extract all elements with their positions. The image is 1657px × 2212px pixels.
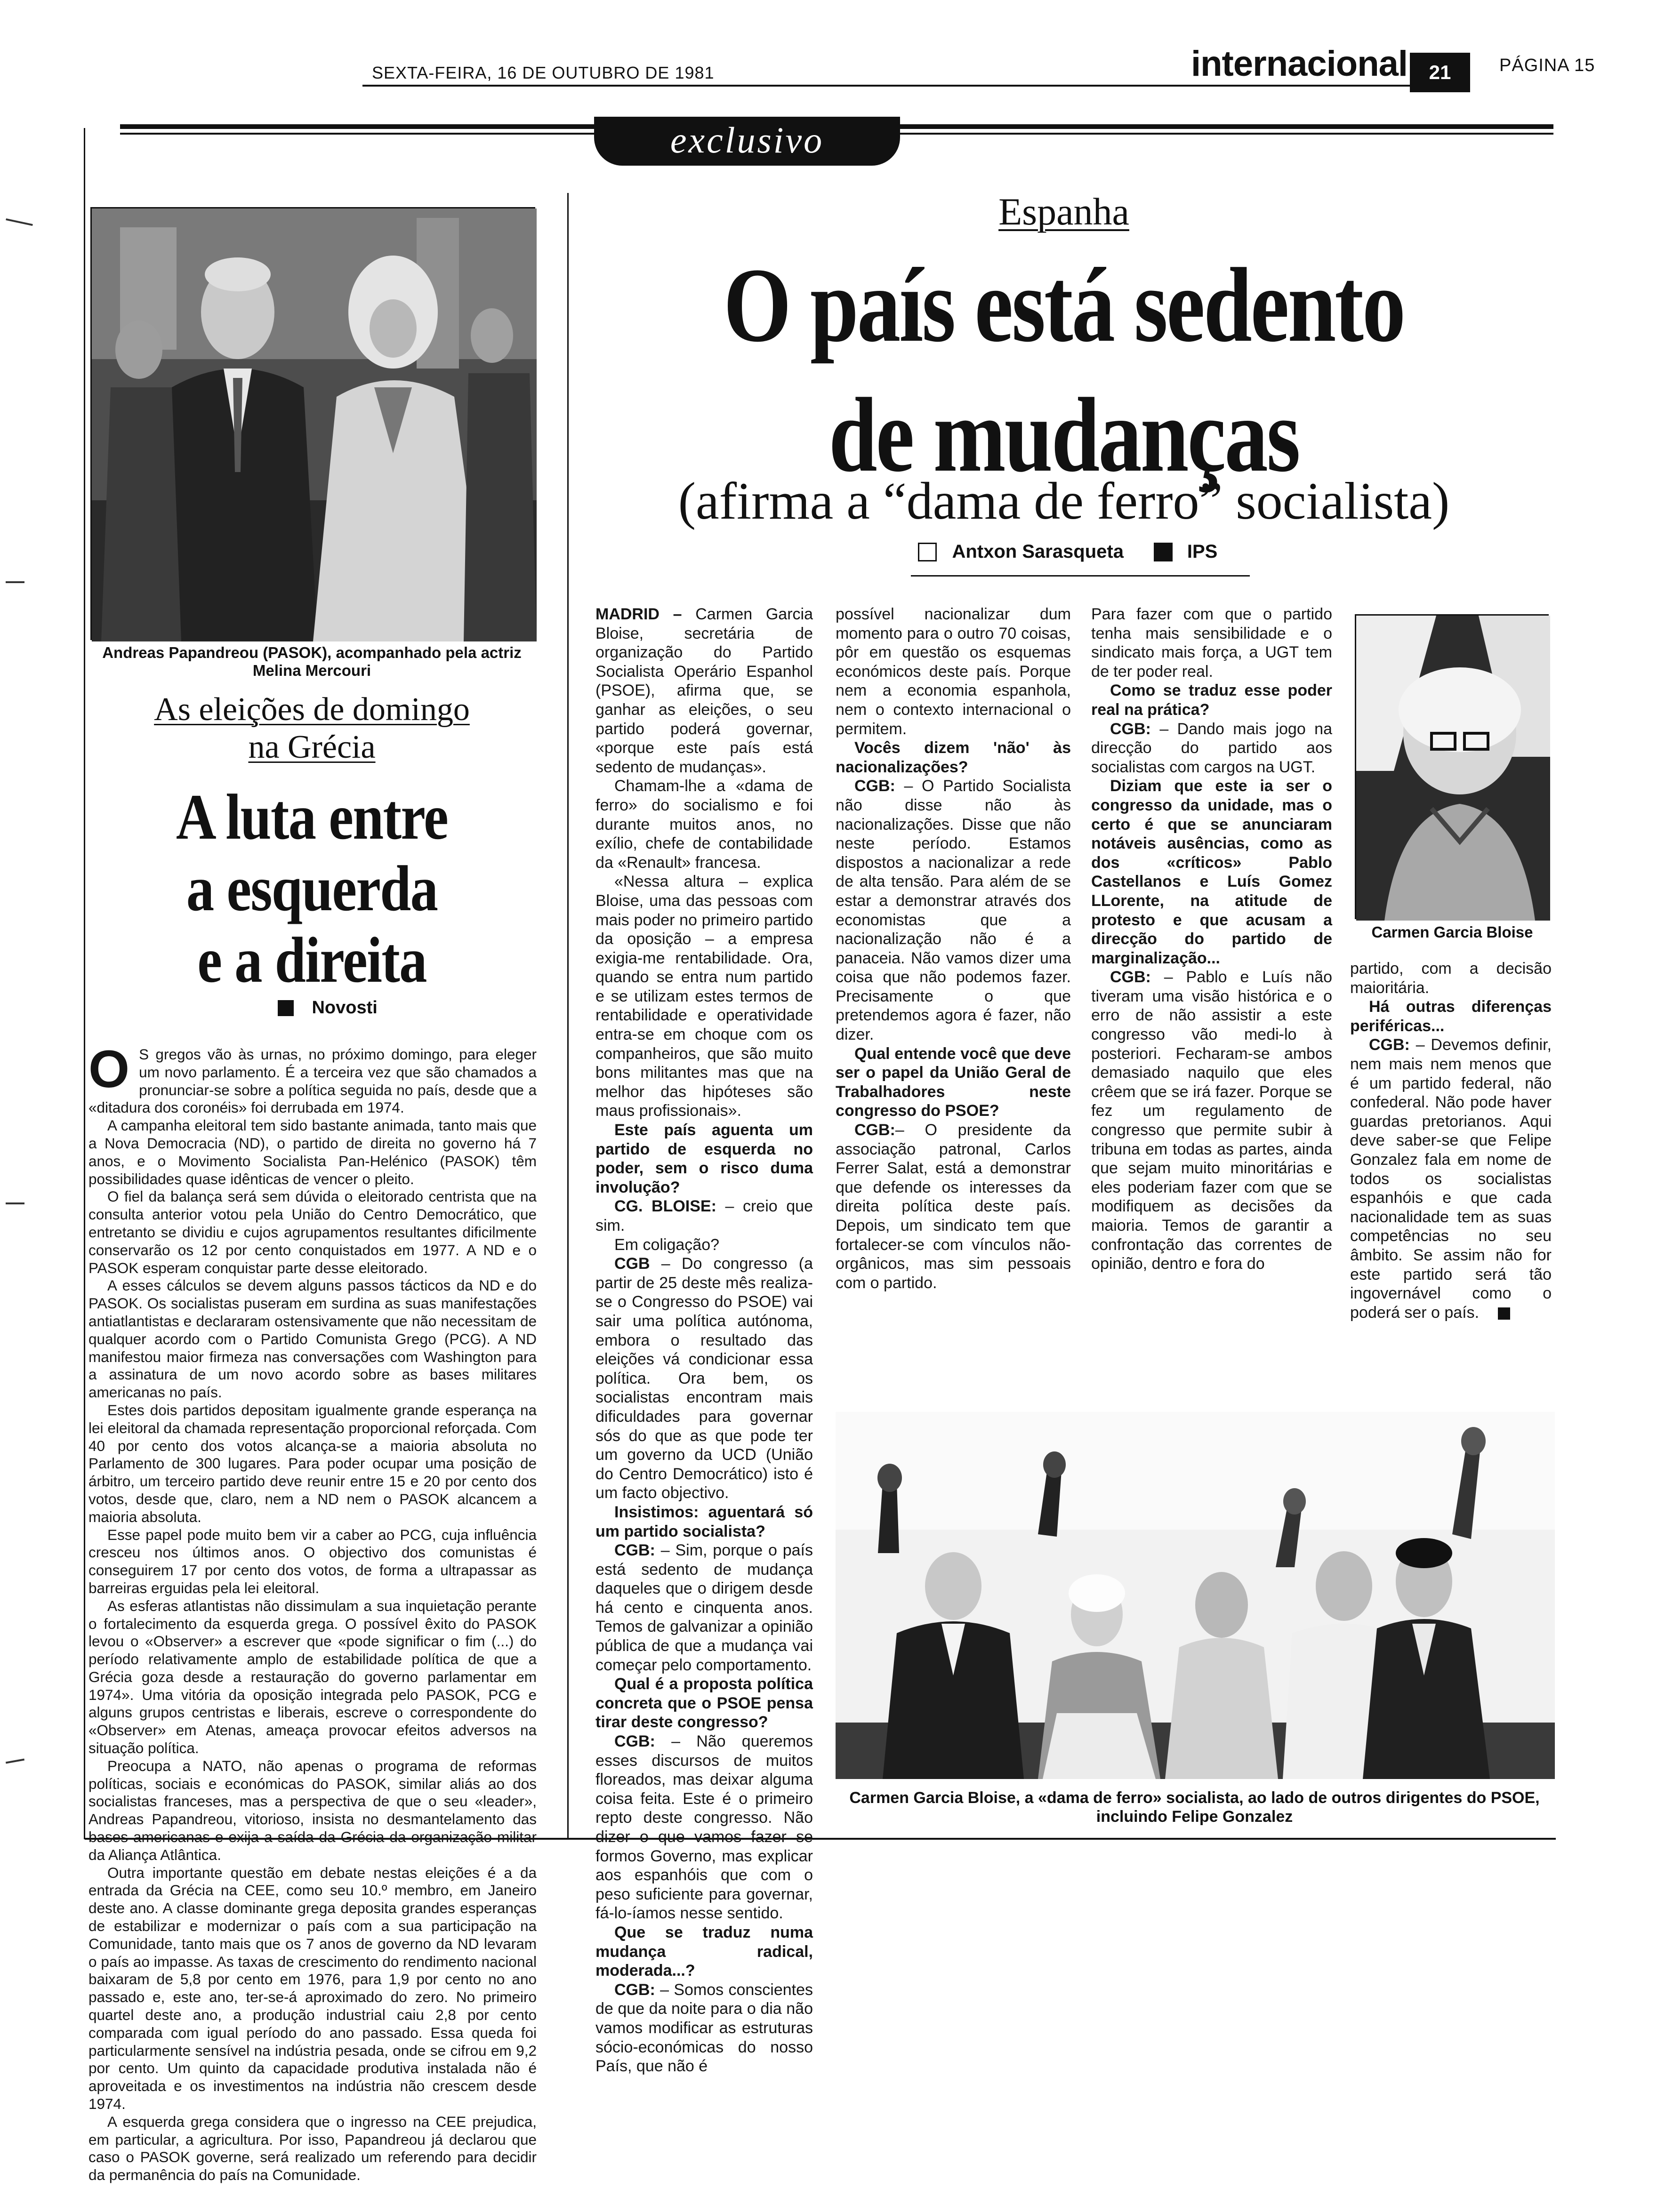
speaker-label: CGB: bbox=[614, 1732, 655, 1751]
answer-text: – Sim, porque o país está sedento de mudança daqueles que o dirigem desde há cento e cinquenta anos. Temos de galvanizar a opinião pública de que a mudança vai começar pelo comportamento. bbox=[595, 1541, 813, 1674]
left-headline-line-3: e a direita bbox=[197, 924, 426, 996]
interview-question: Este país aguenta um partido de esquerda no poder, sem o risco duma involução? bbox=[595, 1121, 813, 1196]
speaker-label: CGB: bbox=[854, 777, 895, 795]
left-paragraph: Preocupa a NATO, não apenas o programa de reformas políticas, sociais e económicas do PASOK, similar aliás ao dos socialistas franceses, mas a perspectiva de que o seu «leader», Andreas Papandreou, vitorioso, insista no desmantelamento das bases americanas e exija a saída da Grécia da organização militar da Aliança Atlântica. bbox=[88, 1757, 537, 1863]
left-frame-rule bbox=[84, 128, 85, 1839]
interview-question: Que se traduz numa mudança radical, moderada...? bbox=[595, 1923, 813, 1980]
left-headline bbox=[119, 781, 505, 996]
interview-question: Qual entende você que deve ser o papel da União Geral de Trabalhadores neste congresso do PSOE? bbox=[836, 1044, 1071, 1120]
interview-paragraph: Para fazer com que o partido tenha mais sensibilidade e o sindicato mais força, a UGT tem de ter poder real. bbox=[1091, 605, 1332, 681]
answer-text: – Somos conscientes de que da noite para o dia não vamos modificar as estruturas sócio-económicas do nosso País, que não é bbox=[595, 1980, 813, 2076]
speaker-label: CGB: bbox=[1110, 968, 1151, 986]
left-paragraph: A campanha eleitoral tem sido bastante animada, tanto mais que a Nova Democracia (ND), o partido de direita no governo há 7 anos, e o Movimento Socialista Pan-Helénico (PASOK) têm possibilidades quase idênticas de vencer o pleito. bbox=[88, 1117, 537, 1187]
speaker-label: MADRID – bbox=[595, 605, 696, 623]
interview-answer bbox=[836, 1121, 1071, 1292]
left-paragraph: Outra importante questão em debate nestas eleições é a da entrada da Grécia na CEE, como seu 10.º membro, em Janeiro deste ano. A classe dominante grega deposita grandes esperanças de estabilizar e modernizar o país com a sua participação na Comunidade, tanto mais que os 7 anos de governo da ND levaram o país ao impasse. As taxas de crescimento do rendimento nacional baixaram de 5,8 por cento em 1976, para 1,9 por cento no ano passado e, este ano, ter-se-á aproximado do zero. No primeiro quartel deste ano, a produção industrial caiu 2,8 por cento comparada com igual período do ano passado. Essa queda foi particularmente sensível na indústria pesada, onde se cifrou em 9,2 por cento. Um quinto da capacidade produtiva instalada não é aproveitada e os investimentos na indústria não crescem desde 1974. bbox=[88, 1864, 537, 2113]
interview-answer bbox=[595, 1541, 813, 1675]
main-column-1 bbox=[595, 605, 813, 2076]
interview-question: Como se traduz esse poder real na prática? bbox=[1091, 681, 1332, 719]
answer-text: Carmen Garcia Bloise, secretária de organização do Partido Socialista Operário Espanhol (PSOE), afirma que, se ganhar as eleições, o seu partido poderá governar, «porque este país está sedento de mudanças». bbox=[595, 605, 813, 776]
speaker-label: CG. BLOISE: bbox=[614, 1197, 716, 1216]
margin-tick-4 bbox=[6, 1759, 24, 1764]
interview-question: Há outras diferenças periféricas... bbox=[1350, 998, 1552, 1035]
interview-paragraph: partido, com a decisão maioritária. bbox=[1350, 960, 1552, 997]
main-column-3 bbox=[1091, 605, 1332, 1363]
portrait-illustration bbox=[1356, 616, 1550, 921]
answer-text: – O presidente da associação patronal, Carlos Ferrer Salat, está a demonstrar que defende os interesses da direita política deste país. Depois, um sindicato tem que fortalecer-se com vínculos não-orgânicos, mas sim pessoais com o partido. bbox=[836, 1121, 1071, 1292]
left-headline-line-1: A luta entre bbox=[176, 781, 448, 853]
left-kicker bbox=[87, 691, 537, 766]
left-column-divider bbox=[567, 193, 569, 1838]
byline-rule bbox=[911, 575, 1250, 577]
answer-text: – O Partido Socialista não disse não às nacionalizações. Disse que não neste período. Estamos dispostos a nacionalizar a rede de alta tensão. Para além de se estar a demonstrar através dos economistas que a nacionalização não é a panaceia. Não vamos dizer uma coisa que não podemos fazer. Precisamente o que pretendemos agora é fazer, não dizer. bbox=[836, 777, 1071, 1044]
left-paragraph: Estes dois partidos depositam igualmente grande esperança na lei eleitoral da chamada representação proporcional reforçada. Com 40 por cento dos votos alcança-se a maioria absoluta no Parlamento de 300 lugares. Para poder ocupar uma posição de árbitro, um terceiro partido deve reunir entre 15 e 20 por cento dos votos, desde que, claro, nem a ND nem o PASOK alcancem a maioria absoluta. bbox=[88, 1401, 537, 1525]
interview-answer bbox=[595, 1254, 813, 1503]
interview-question: Vocês dizem 'não' às nacionalizações? bbox=[836, 739, 1071, 776]
interview-answer bbox=[836, 777, 1071, 1044]
interview-answer bbox=[595, 1732, 813, 1923]
left-lead-paragraph bbox=[88, 1040, 537, 1117]
left-paragraphs bbox=[88, 1117, 537, 2184]
speaker-label: CGB: bbox=[614, 1541, 655, 1560]
left-paragraph: A esquerda grega considera que o ingresso na CEE prejudica, em particular, a agricultura. Por isso, Papandreou já declarou que caso o PASOK governe, será realizado um referendo para decidir da permanência do país na Comunidade. bbox=[88, 2113, 537, 2184]
left-lead-text: S gregos vão às urnas, no próximo domingo, para eleger um novo parlamento. É a terceira vez que são chamados a pronunciar-se sobre a política seguida no país, desde que a «ditadura dos coronéis» foi derrubada em 1974. bbox=[88, 1046, 537, 1116]
interview-lead bbox=[595, 605, 813, 777]
margin-tick-3 bbox=[6, 1202, 24, 1204]
psoe-leaders-photo-caption: Carmen Garcia Bloise, a «dama de ferro» socialista, ao lado de outros dirigentes do PSOE, incluindo Felipe Gonzalez bbox=[849, 1789, 1540, 1826]
interview-answer bbox=[1091, 968, 1332, 1274]
left-paragraph: A esses cálculos se devem alguns passos tácticos da ND e do PASOK. Os socialistas puseram em surdina as suas manifestações antiatlantistas e declararam ostensivamente que não necessitam de qualquer acordo com o Partido Comunista Grego (PCG). A ND manifestou maior firmeza nas conversações com Washington para a assinatura de um novo acordo sobre as bases militares americanas no país. bbox=[88, 1277, 537, 1401]
exclusive-banner bbox=[594, 117, 900, 166]
leaders-photo-illustration bbox=[836, 1412, 1555, 1779]
interview-paragraph: Chamam-lhe a «dama de ferro» do socialismo e foi durante muitos anos, no exílio, chefe de contabilidade da «Renault» francesa. bbox=[595, 777, 813, 872]
speaker-label: CGB: bbox=[854, 1121, 895, 1139]
main-headline-line-2: de mudanças bbox=[828, 376, 1299, 494]
speaker-label: CGB: bbox=[1110, 720, 1151, 738]
papandreou-photo-caption: Andreas Papandreou (PASOK), acompanhado pela actriz Melina Mercouri bbox=[102, 644, 522, 679]
main-column-2 bbox=[836, 605, 1071, 1363]
interview-question: Diziam que este ia ser o congresso da unidade, mas o certo é que se anunciaram notáveis ausências, como as dos «críticos» Pablo Castellanos e Luís Gomez LLorente, na atitude de protesto e que acusam a direcção do partido de marginalização... bbox=[1091, 777, 1332, 967]
agency-square-icon bbox=[1154, 543, 1173, 561]
papandreou-photo bbox=[90, 207, 535, 640]
section-badge-label: 21 bbox=[1429, 61, 1451, 83]
header-date: SEXTA-FEIRA, 16 DE OUTUBRO DE 1981 bbox=[372, 63, 715, 82]
speaker-label: CGB: bbox=[614, 1980, 655, 1999]
interview-answer bbox=[1091, 720, 1332, 777]
interview-answer bbox=[1350, 1035, 1552, 1322]
page-number: PÁGINA 15 bbox=[1499, 56, 1595, 75]
interview-paragraph: Em coligação? bbox=[614, 1235, 720, 1254]
answer-text: – Pablo e Luís não tiveram uma visão histórica e o erro de não assistir a este congresso vão medi-lo à posteriori. Fecharam-se ambos demasiado naquilo que eles crêem que se irá fazer. Porque se fez um regulamento de congresso que permite subir à tribuna em todas as partes, ainda que sejam muito minoritárias e eles poderiam fazer com que se modifiquem as decisões da maioria. Temos de garantir a confrontação das correntes de opinião, dentro e fora do bbox=[1091, 968, 1332, 1273]
left-byline bbox=[278, 998, 378, 1018]
main-author: Antxon Sarasqueta bbox=[952, 541, 1124, 562]
left-headline-line-2: a esquerda bbox=[186, 852, 438, 924]
left-paragraph: As esferas atlantistas não dissimulam a sua inquietação perante o fortalecimento da esquerda grega. O possível êxito do PASOK levou o «Observer» a escrever que «pode significar o fim (...) do período relativamente amplo de estabilidade política de que a Grécia goza desde a restauração do governo parlamentar em 1974». Uma vitória da oposição integrada pelo PASOK, PCG e alguns grupos centristas e liberais, escreve o correspondente do «Observer» em Atenas, ameaça provocar efeitos adversos na situação política. bbox=[88, 1597, 537, 1757]
speaker-label: CGB: bbox=[1369, 1036, 1410, 1054]
speaker-label: CGB bbox=[614, 1255, 650, 1273]
main-agency: IPS bbox=[1187, 541, 1218, 562]
left-paragraph: O fiel da balança será sem dúvida o eleitorado centrista que na consulta anterior votou pela União do Centro Democrático, que entretanto se dividiu e cujos agrupamentos resultantes dificilmente conservarão os 12 por cento conquistados em 1977. A ND e o PASOK esperam conquistar parte desse eleitorado. bbox=[88, 1188, 537, 1276]
interview-paragraph: possível nacionalizar dum momento para o outro 70 coisas, pôr em questão os esquemas económicos deste país. Porque nem a economia espanhola, nem o contexto internacional o permitem. bbox=[836, 605, 1071, 738]
main-headline bbox=[670, 240, 1458, 500]
header-rule-top bbox=[362, 85, 1410, 87]
interview-question: Insistimos: aguentará só um partido socialista? bbox=[595, 1503, 813, 1540]
section-name: internacional bbox=[1191, 44, 1408, 84]
interview-answer bbox=[595, 1197, 813, 1235]
answer-text: – Do congresso (a partir de 25 deste mês realiza-se o Congresso do PSOE) vai sair uma política autónoma, embora o resultado das eleições vá condicionar essa política. Ora bem, os socialistas encontram mais dificuldades para governar sós do que as que pode ter um governo da UCD (União do Centro Democrático) isto é um facto objectivo. bbox=[595, 1255, 813, 1502]
left-kicker-line-1: As eleições de domingo bbox=[154, 691, 470, 728]
byline-square-icon bbox=[278, 1000, 294, 1016]
exclusive-label: exclusivo bbox=[670, 120, 824, 160]
author-box-icon bbox=[918, 543, 937, 561]
answer-text: – Devemos definir, nem mais nem menos que é um partido federal, não confederal. Não pode haver guardas pretorianos. Aqui deve saber-se que Felipe Gonzalez fala em nome de todos os socialistas espanhóis e que cada nacionalidade tem as suas competências no seu âmbito. Se assim não for este partido será tão ingovernável como o poderá ser o país. bbox=[1350, 1036, 1552, 1322]
section-badge bbox=[1410, 53, 1470, 92]
main-headline-line-1: O país está sedento bbox=[723, 246, 1405, 364]
left-article-body bbox=[88, 1040, 537, 2184]
bloise-portrait-caption: Carmen Garcia Bloise bbox=[1371, 923, 1533, 941]
margin-tick-2 bbox=[6, 581, 24, 583]
answer-text: – Não queremos esses discursos de muitos floreados, mas deixar alguma coisa feita. Este é o primeiro repto deste congresso. Não dizer o que vamos fazer se formos Governo, mas explicar aos espanhóis que com o peso suficiente para governar, fá-lo-íamos nesse sentido. bbox=[595, 1732, 813, 1923]
main-kicker: Espanha bbox=[998, 190, 1129, 233]
psoe-leaders-photo bbox=[836, 1412, 1555, 1779]
main-byline bbox=[918, 541, 1217, 567]
main-subhead: (afirma a “dama de ferro” socialista) bbox=[678, 472, 1450, 530]
bloise-portrait bbox=[1355, 614, 1549, 919]
interview-paragraph: «Nessa altura – explica Bloise, uma das pessoas com mais poder no primeiro partido da oposição – a empresa exigia-me rentabilidade. Ora, quando se entra num partido e se utilizam estes termos de rentabilidade e operatividade entra-se em choque com os companheiros, que são muito bons militantes mas que na melhor das hipóteses são maus profissionais». bbox=[595, 873, 813, 1120]
end-mark-icon bbox=[1498, 1307, 1510, 1320]
left-kicker-line-2: na Grécia bbox=[248, 729, 376, 765]
margin-tick-1 bbox=[6, 218, 33, 226]
answer-text: – creio que sim. bbox=[595, 1197, 813, 1234]
main-column-4 bbox=[1350, 959, 1552, 1364]
photo-illustration bbox=[92, 208, 537, 641]
left-byline-agency: Novosti bbox=[312, 998, 378, 1018]
left-paragraph: Esse papel pode muito bem vir a caber ao PCG, cuja influência cresceu nos últimos anos. O objectivo dos comunistas é conseguirem 17 por cento dos votos, de forma a ultrapassar as barreiras erguidas pela lei eleitoral. bbox=[88, 1526, 537, 1596]
left-drop-cap: O bbox=[88, 1040, 130, 1098]
interview-answer bbox=[595, 1980, 813, 2076]
answer-text: – Dando mais jogo na direcção do partido aos socialistas com cargos na UGT. bbox=[1091, 720, 1332, 776]
interview-question: Qual é a proposta política concreta que o PSOE pensa tirar deste congresso? bbox=[595, 1675, 813, 1731]
